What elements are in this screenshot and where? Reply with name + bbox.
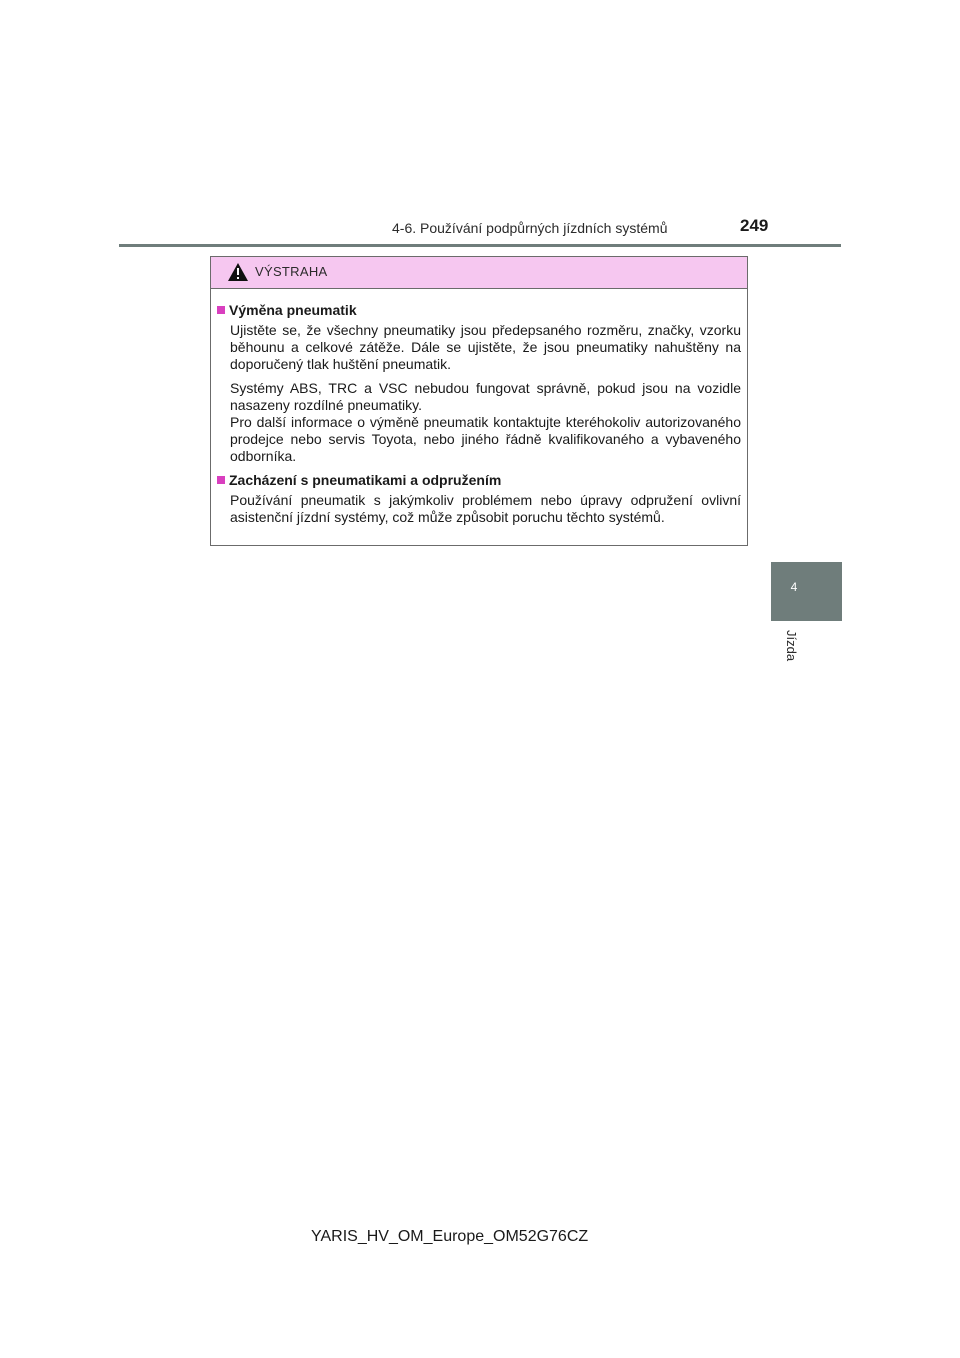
document-code: YARIS_HV_OM_Europe_OM52G76CZ: [311, 1228, 589, 1245]
chapter-label: Jízda: [784, 630, 799, 662]
page-number: 249: [740, 216, 769, 235]
section-heading: [217, 472, 741, 489]
paragraph: Ujistěte se, že všechny pneumatiky jsou předepsaného rozměru, značky, vzorku běhounu a celkové zátěže. Dále se ujistěte, že jsou pneumatiky nahuštěny na doporučený tlak huštění pneumatik.: [230, 322, 741, 372]
paragraph: Systémy ABS, TRC a VSC nebudou fungovat správně, pokud jsou na vozidle nasazeny rozdílné pneumatiky. Pro další informace o výměně pneumatik kontaktujte kteréhokoliv autorizovaného prodejce nebo servis Toyota, nebo jiného řádně kvalifikovaného a vybaveného odborníka.: [230, 380, 741, 464]
section-heading: [217, 302, 741, 319]
warning-section: [217, 472, 741, 526]
warning-box: [210, 256, 748, 546]
warning-body: [211, 289, 747, 526]
square-bullet-icon: [217, 306, 225, 314]
section-heading-text: Výměna pneumatik: [229, 302, 357, 318]
warning-triangle-icon: [227, 262, 249, 282]
square-bullet-icon: [217, 476, 225, 484]
warning-section: [217, 302, 741, 465]
header-rule: [119, 244, 841, 247]
chapter-tab: [771, 562, 842, 621]
warning-title: VÝSTRAHA: [255, 264, 328, 279]
paragraph: Používání pneumatik s jakýmkoliv problémem nebo úpravy odpružení ovlivní asistenční jízdní systémy, což může způsobit poruchu těchto systémů.: [230, 492, 741, 525]
warning-header: [211, 257, 747, 289]
chapter-number: 4: [790, 580, 798, 594]
section-title: 4-6. Používání podpůrných jízdních systémů: [392, 220, 668, 236]
section-heading-text: Zacházení s pneumatikami a odpružením: [229, 472, 502, 488]
